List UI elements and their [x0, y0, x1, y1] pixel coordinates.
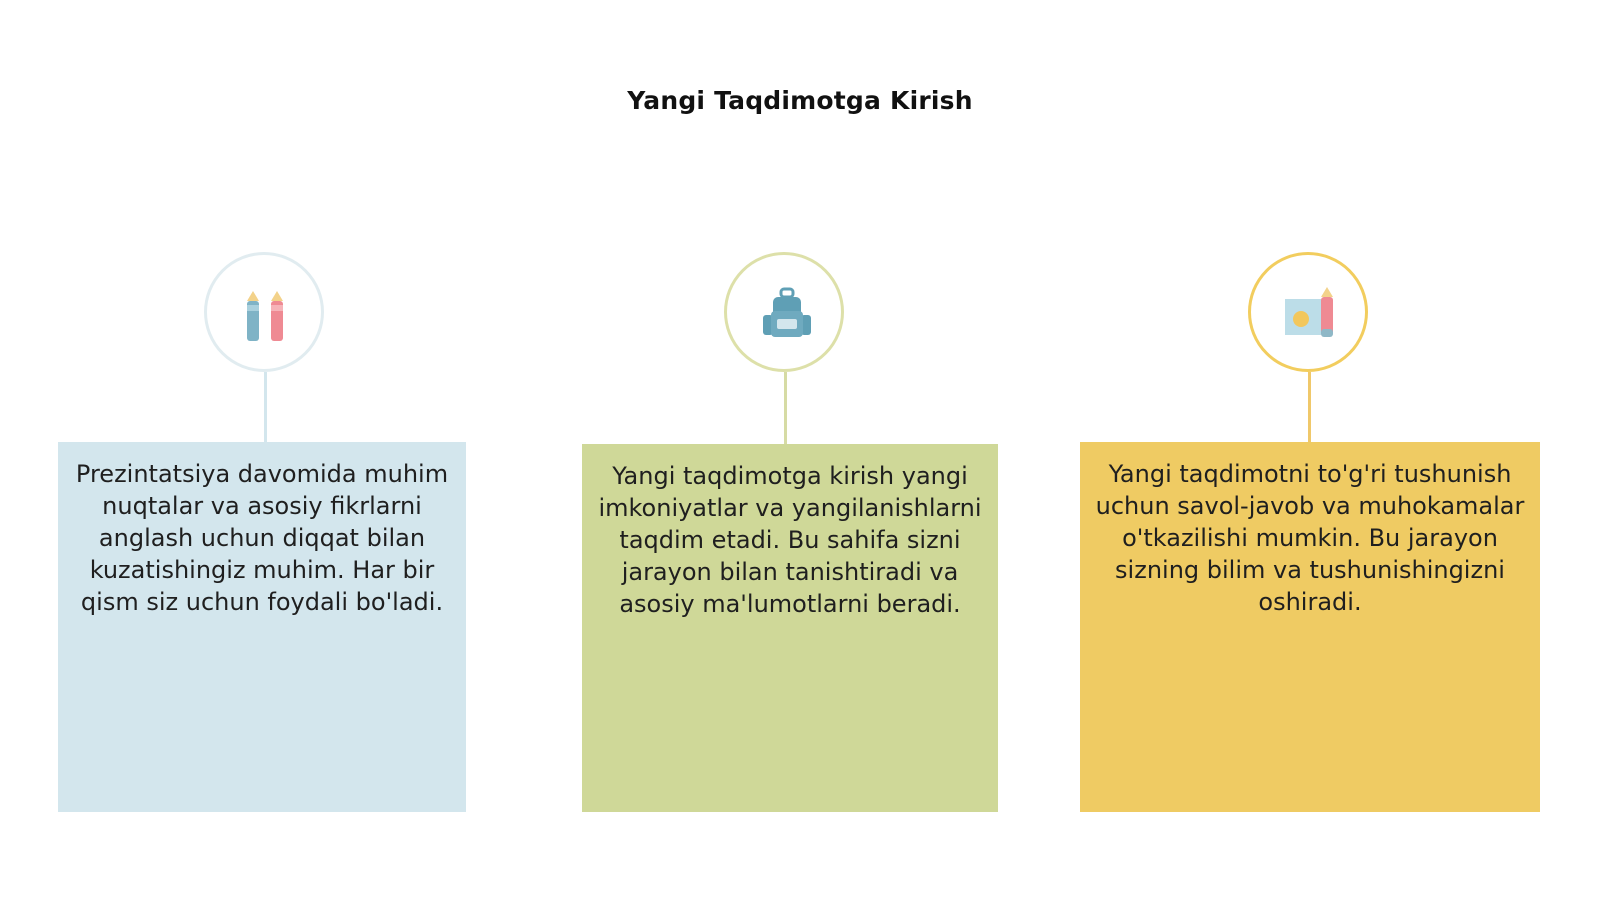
pencils-icon	[237, 285, 297, 345]
connector-2	[784, 372, 787, 444]
info-card-1: Prezintatsiya davomida muhim nuqtalar va asosiy fikrlarni anglash uchun diqqat bilan kuzatishingiz muhim. Har bir qism siz uchun foydali bo'ladi.	[58, 442, 466, 812]
connector-1	[264, 372, 267, 442]
backpack-icon	[757, 285, 817, 345]
info-card-3: Yangi taqdimotni to'g'ri tushunish uchun savol-javob va muhokamalar o'tkazilishi mumkin. Bu jarayon sizning bilim va tushunishingizni oshiradi.	[1080, 442, 1540, 812]
icon-circle-3	[1248, 252, 1368, 372]
drawing-pencil-icon	[1281, 285, 1341, 345]
icon-circle-1	[204, 252, 324, 372]
connector-3	[1308, 372, 1311, 442]
info-card-2: Yangi taqdimotga kirish yangi imkoniyatlar va yangilanishlarni taqdim etadi. Bu sahifa sizni jarayon bilan tanishtiradi va asosiy ma'lumotlarni beradi.	[582, 444, 998, 812]
slide-title: Yangi Taqdimotga Kirish	[627, 86, 973, 115]
icon-circle-2	[724, 252, 844, 372]
